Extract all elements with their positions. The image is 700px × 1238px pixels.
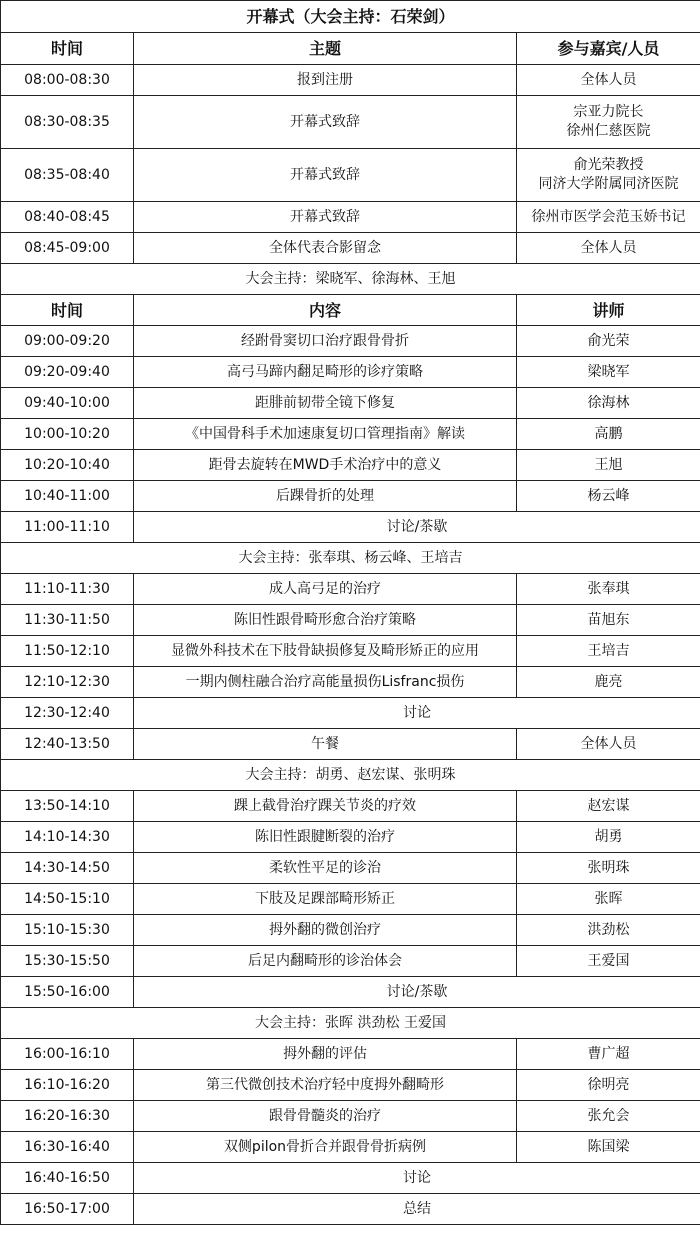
topic-cell: 显微外科技术在下肢骨缺损修复及畸形矫正的应用: [134, 636, 517, 667]
speaker-cell: 赵宏谋: [517, 791, 700, 822]
topic-cell: 一期内侧柱融合治疗高能量损伤Lisfranc损伤: [134, 667, 517, 698]
title-row: [1, 1, 700, 33]
col-header-time: 时间: [1, 295, 134, 326]
session-host: 大会主持：张奉琪、杨云峰、王培吉: [1, 543, 700, 574]
people-cell: [517, 202, 700, 233]
opening-row: [1, 233, 700, 264]
speaker-cell: 王爱国: [517, 946, 700, 977]
session-header-row: [1, 295, 700, 326]
topic-cell: 开幕式致辞: [134, 96, 517, 149]
session-row: [1, 419, 700, 450]
session-host: 大会主持：胡勇、赵宏谋、张明珠: [1, 760, 700, 791]
opening-row: [1, 149, 700, 202]
time-cell: 08:35-08:40: [1, 149, 134, 202]
session-row: [1, 605, 700, 636]
people-line: 同济大学附属同济医院: [538, 176, 679, 192]
time-cell: 16:40-16:50: [1, 1163, 134, 1194]
topic-cell: 踝上截骨治疗踝关节炎的疗效: [134, 791, 517, 822]
col-header-content: 内容: [134, 295, 517, 326]
time-cell: 14:10-14:30: [1, 822, 134, 853]
schedule-body: [1, 1, 700, 1225]
time-cell: 13:50-14:10: [1, 791, 134, 822]
topic-cell: 柔软性平足的诊治: [134, 853, 517, 884]
time-cell: 08:45-09:00: [1, 233, 134, 264]
time-cell: 10:20-10:40: [1, 450, 134, 481]
time-cell: 11:00-11:10: [1, 512, 134, 543]
topic-cell: 第三代微创技术治疗轻中度拇外翻畸形: [134, 1070, 517, 1101]
session-row: [1, 326, 700, 357]
session-row: [1, 853, 700, 884]
speaker-cell: 梁晓军: [517, 357, 700, 388]
people-cell: [517, 65, 700, 96]
session-row: [1, 450, 700, 481]
time-cell: 12:30-12:40: [1, 698, 134, 729]
topic-cell: 总结: [134, 1194, 700, 1225]
time-cell: 14:50-15:10: [1, 884, 134, 915]
speaker-cell: 张奉琪: [517, 574, 700, 605]
time-cell: 09:40-10:00: [1, 388, 134, 419]
page-title: 开幕式（大会主持：石荣剑）: [1, 1, 700, 33]
time-cell: 09:20-09:40: [1, 357, 134, 388]
time-cell: 10:40-11:00: [1, 481, 134, 512]
people-cell: [517, 233, 700, 264]
host-row: [1, 760, 700, 791]
time-cell: 16:30-16:40: [1, 1132, 134, 1163]
opening-header-row: [1, 33, 700, 65]
session-row: [1, 1070, 700, 1101]
time-cell: 16:20-16:30: [1, 1101, 134, 1132]
session-host: 大会主持：张晖 洪劲松 王爱国: [1, 1008, 700, 1039]
session-row: [1, 481, 700, 512]
opening-row: [1, 202, 700, 233]
topic-cell: 距腓前韧带全镜下修复: [134, 388, 517, 419]
topic-cell: 讨论/茶歇: [134, 977, 700, 1008]
session-row: [1, 1194, 700, 1225]
topic-cell: 午餐: [134, 729, 517, 760]
session-row: [1, 1132, 700, 1163]
col-header-topic: 主题: [134, 33, 517, 65]
col-header-time: 时间: [1, 33, 134, 65]
session-host: 大会主持：梁晓军、徐海林、王旭: [1, 264, 700, 295]
topic-cell: 拇外翻的评估: [134, 1039, 517, 1070]
topic-cell: 高弓马蹄内翻足畸形的诊疗策略: [134, 357, 517, 388]
topic-cell: 陈旧性跟骨畸形愈合治疗策略: [134, 605, 517, 636]
session-row: [1, 977, 700, 1008]
speaker-cell: 张明珠: [517, 853, 700, 884]
topic-cell: 拇外翻的微创治疗: [134, 915, 517, 946]
topic-cell: 距骨去旋转在MWD手术治疗中的意义: [134, 450, 517, 481]
time-cell: 15:50-16:00: [1, 977, 134, 1008]
topic-cell: 全体代表合影留念: [134, 233, 517, 264]
host-row: [1, 1008, 700, 1039]
col-header-speaker: 讲师: [517, 295, 700, 326]
time-cell: 16:50-17:00: [1, 1194, 134, 1225]
session-row: [1, 357, 700, 388]
time-cell: 12:10-12:30: [1, 667, 134, 698]
topic-cell: 后踝骨折的处理: [134, 481, 517, 512]
time-cell: 14:30-14:50: [1, 853, 134, 884]
people-line: 宗亚力院长: [573, 104, 644, 120]
people-line: 徐州市医学会范玉娇书记: [531, 208, 686, 225]
people-line: 徐州仁慈医院: [566, 123, 651, 139]
time-cell: 15:10-15:30: [1, 915, 134, 946]
topic-cell: 讨论: [134, 1163, 700, 1194]
time-cell: 11:10-11:30: [1, 574, 134, 605]
speaker-cell: 王培吉: [517, 636, 700, 667]
time-cell: 16:00-16:10: [1, 1039, 134, 1070]
people-line: 俞光荣教授: [573, 157, 644, 173]
session-row: [1, 512, 700, 543]
session-row: [1, 667, 700, 698]
topic-cell: 开幕式致辞: [134, 149, 517, 202]
time-cell: 08:30-08:35: [1, 96, 134, 149]
speaker-cell: 陈国梁: [517, 1132, 700, 1163]
speaker-cell: 高鹏: [517, 419, 700, 450]
time-cell: 15:30-15:50: [1, 946, 134, 977]
speaker-cell: 全体人员: [517, 729, 700, 760]
people-cell: [517, 149, 700, 202]
session-row: [1, 946, 700, 977]
session-row: [1, 915, 700, 946]
session-row: [1, 636, 700, 667]
speaker-cell: 洪劲松: [517, 915, 700, 946]
opening-row: [1, 96, 700, 149]
host-row: [1, 264, 700, 295]
speaker-cell: 张晖: [517, 884, 700, 915]
session-row: [1, 1163, 700, 1194]
session-row: [1, 791, 700, 822]
topic-cell: 下肢及足踝部畸形矫正: [134, 884, 517, 915]
people-line: 全体人员: [580, 71, 637, 88]
session-row: [1, 822, 700, 853]
opening-row: [1, 65, 700, 96]
col-header-people: 参与嘉宾/人员: [517, 33, 700, 65]
session-row: [1, 1101, 700, 1132]
time-cell: 10:00-10:20: [1, 419, 134, 450]
topic-cell: 跟骨骨髓炎的治疗: [134, 1101, 517, 1132]
topic-cell: 报到注册: [134, 65, 517, 96]
speaker-cell: 徐海林: [517, 388, 700, 419]
time-cell: 08:40-08:45: [1, 202, 134, 233]
speaker-cell: 俞光荣: [517, 326, 700, 357]
speaker-cell: 王旭: [517, 450, 700, 481]
time-cell: 08:00-08:30: [1, 65, 134, 96]
session-row: [1, 698, 700, 729]
session-row: [1, 1039, 700, 1070]
topic-cell: 讨论: [134, 698, 700, 729]
people-cell: [517, 96, 700, 149]
topic-cell: 后足内翻畸形的诊治体会: [134, 946, 517, 977]
session-row: [1, 574, 700, 605]
time-cell: 11:50-12:10: [1, 636, 134, 667]
speaker-cell: 杨云峰: [517, 481, 700, 512]
session-row: [1, 729, 700, 760]
time-cell: 11:30-11:50: [1, 605, 134, 636]
speaker-cell: 曹广超: [517, 1039, 700, 1070]
speaker-cell: 苗旭东: [517, 605, 700, 636]
speaker-cell: 鹿亮: [517, 667, 700, 698]
topic-cell: 经跗骨窦切口治疗跟骨骨折: [134, 326, 517, 357]
time-cell: 09:00-09:20: [1, 326, 134, 357]
topic-cell: 讨论/茶歇: [134, 512, 700, 543]
time-cell: 12:40-13:50: [1, 729, 134, 760]
topic-cell: 成人高弓足的治疗: [134, 574, 517, 605]
speaker-cell: 张允会: [517, 1101, 700, 1132]
session-row: [1, 388, 700, 419]
topic-cell: 开幕式致辞: [134, 202, 517, 233]
people-line: 全体人员: [580, 239, 637, 256]
session-row: [1, 884, 700, 915]
host-row: [1, 543, 700, 574]
topic-cell: 《中国骨科手术加速康复切口管理指南》解读: [134, 419, 517, 450]
time-cell: 16:10-16:20: [1, 1070, 134, 1101]
topic-cell: 双侧pilon骨折合并跟骨骨折病例: [134, 1132, 517, 1163]
speaker-cell: 胡勇: [517, 822, 700, 853]
topic-cell: 陈旧性跟腱断裂的治疗: [134, 822, 517, 853]
speaker-cell: 徐明亮: [517, 1070, 700, 1101]
